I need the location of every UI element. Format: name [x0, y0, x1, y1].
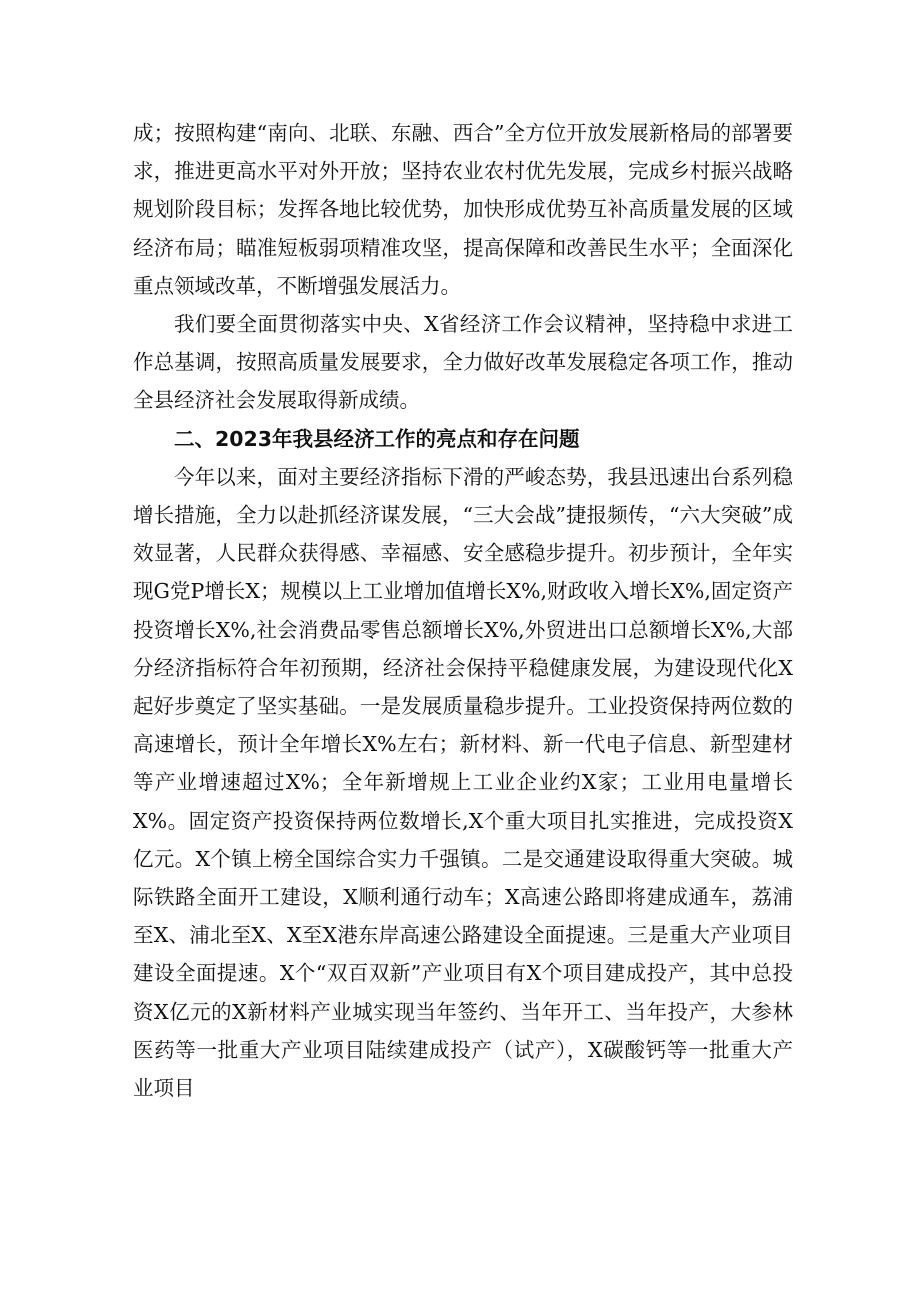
paragraph-implementation: 我们要全面贯彻落实中央、X省经济工作会议精神，坚持稳中求进工作总基调，按照高质量发展要求，全力做好改革发展稳定各项工作，推动全县经济社会发展取得新成绩。: [133, 312, 793, 413]
paragraph-highlights: 今年以来，面对主要经济指标下滑的严峻态势，我县迅速出台系列稳增长措施，全力以赴抓经济谋发展，“三大会战”捷报频传，“六大突破”成效显著，人民群众获得感、幸福感、安全感稳步提升。初步预计，全年实现G党P增长X；规模以上工业增加值增长X%,财政收入增长X%,固定资产投资增长X%,社会消费品零售总额增长X%,外贸进出口总额增长X%,大部分经济指标符合年初预期，经济社会保持平稳健康发展，为建设现代化X起好步奠定了坚实基础。一是发展质量稳步提升。工业投资保持两位数的高速增长，预计全年增长X%左右；新材料、新一代电子信息、新型建材等产业增速超过X%；全年新增规上工业企业约X家；工业用电量增长X%。固定资产投资保持两位数增长,X个重大项目扎实推进，完成投资X亿元。X个镇上榜全国综合实力千强镇。二是交通建设取得重大突破。城际铁路全面开工建设，X顺利通行动车；X高速公路即将建成通车，荔浦至X、浦北至X、X至X港东岸高速公路建设全面提速。三是重大产业项目建设全面提速。X个“双百双新”产业项目有X个项目建成投产，其中总投资X亿元的X新材料产业城实现当年签约、当年开工、当年投产，大参林医药等一批重大产业项目陆续建成投产（试产），X碳酸钙等一批重大产业项目: [133, 464, 793, 1101]
section-heading: 二、2023年我县经济工作的亮点和存在问题: [174, 426, 580, 451]
document-body: [133, 114, 793, 1107]
paragraph-continuation: 成；按照构建“南向、北联、东融、西合”全方位开放发展新格局的部署要求，推进更高水平对外开放；坚持农业农村优先发展，完成乡村振兴战略规划阶段目标；发挥各地比较优势，加快形成优势互补高质量发展的区域经济布局；瞄准短板弱项精准攻坚，提高保障和改善民生水平；全面深化重点领域改革，不断增强发展活力。: [133, 121, 793, 298]
